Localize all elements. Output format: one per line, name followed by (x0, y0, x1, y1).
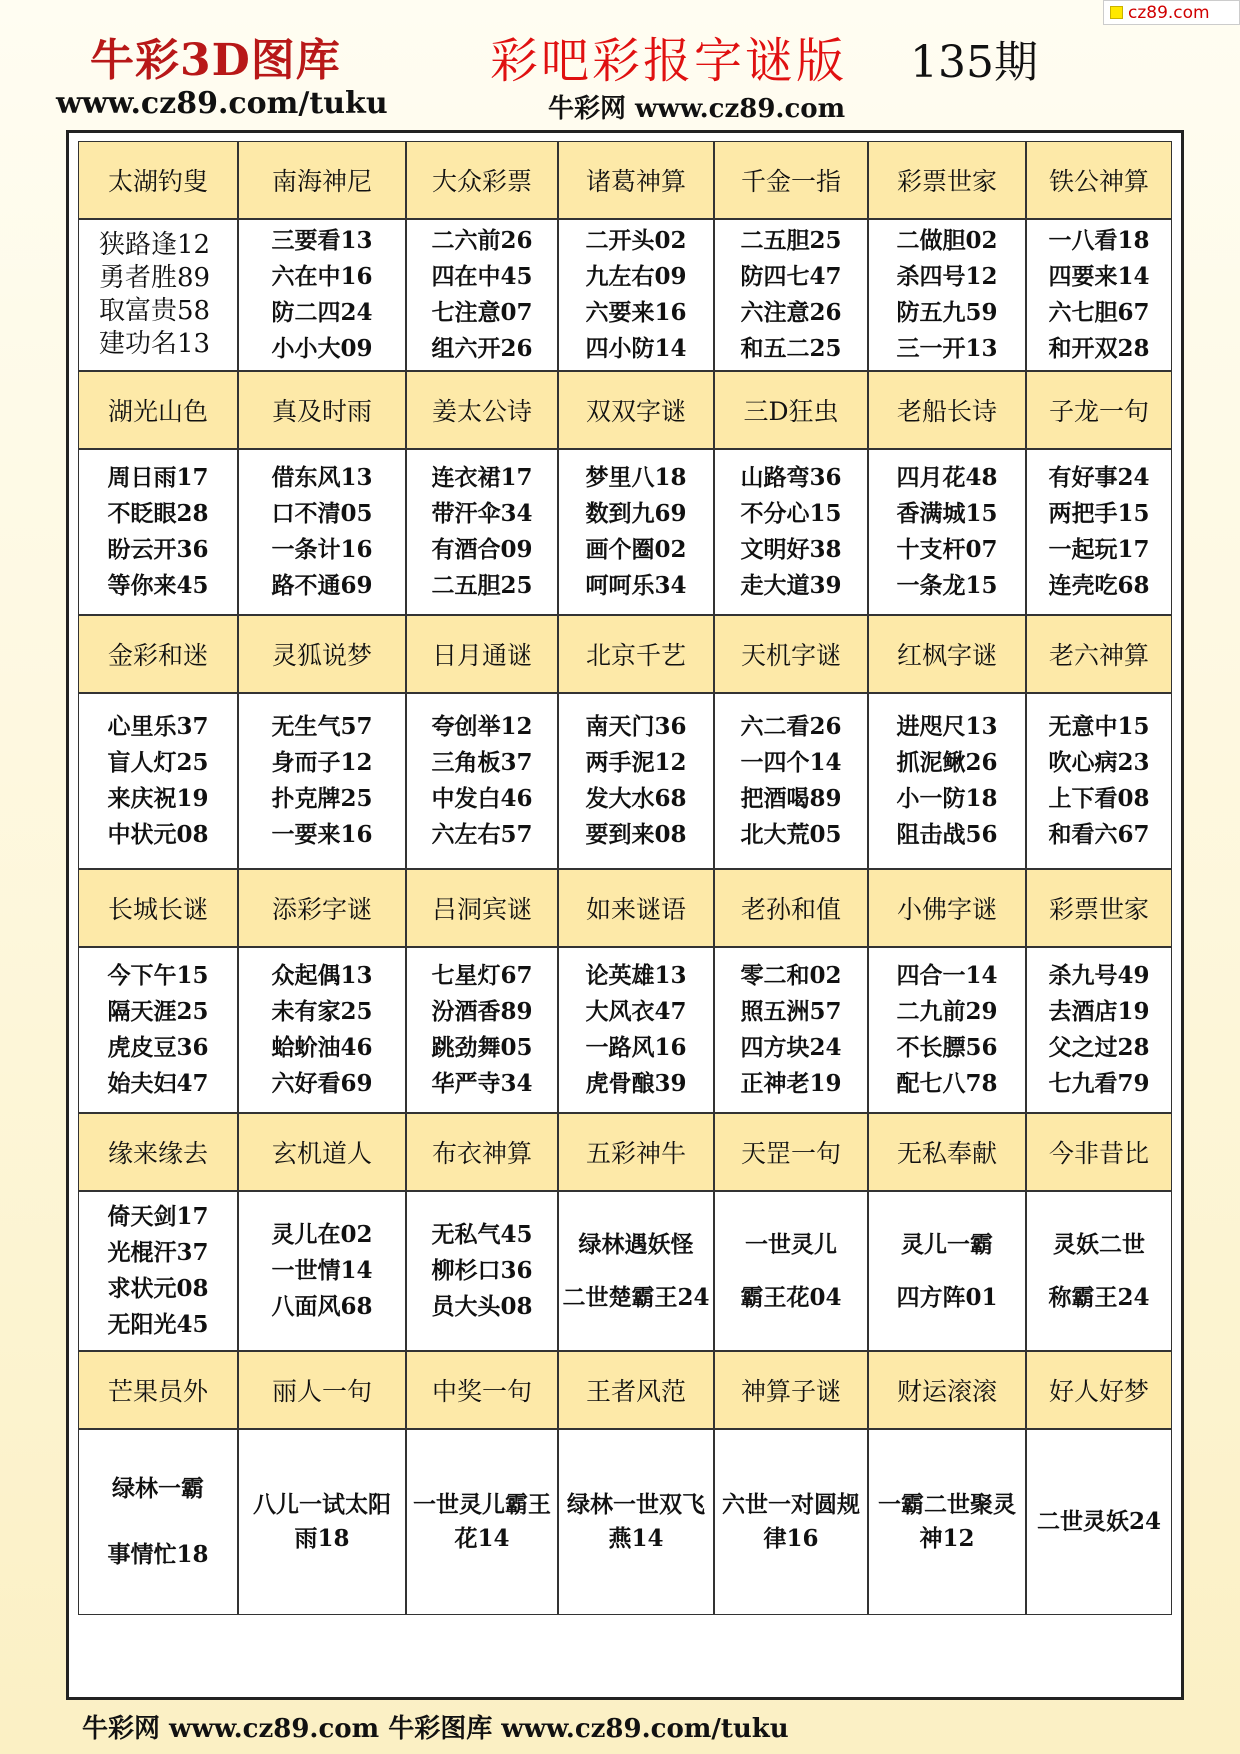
clue-line: 不长膘56 (896, 1034, 998, 1061)
column-header: 彩票世家 (868, 141, 1026, 219)
badge-square-icon (1110, 6, 1123, 19)
clue-line: 四方块24 (740, 1034, 842, 1061)
clue-line: 二世灵妖24 (1036, 1508, 1161, 1535)
clue-line: 虎皮豆36 (107, 1034, 209, 1061)
clue-line: 中发白46 (431, 785, 533, 812)
column-header: 老孙和值 (714, 869, 868, 947)
column-header: 无私奉献 (868, 1113, 1026, 1191)
column-header: 真及时雨 (238, 371, 406, 449)
clue-cell (238, 219, 406, 371)
clue-line: 一起玩17 (1048, 536, 1150, 563)
clue-line: 杀九号49 (1048, 962, 1150, 989)
column-header: 北京千艺 (558, 615, 714, 693)
clue-line: 数到九69 (585, 500, 687, 527)
clue-line: 员大头08 (431, 1293, 533, 1320)
clue-line: 扑克牌25 (271, 785, 373, 812)
clue-line: 香满城15 (896, 500, 998, 527)
clue-line: 呵呵乐34 (585, 572, 687, 599)
clue-line: 一八看18 (1048, 227, 1150, 254)
footer-links[interactable]: 牛彩网 www.cz89.com 牛彩图库 www.cz89.com/tuku (82, 1714, 789, 1744)
clue-line: 绿林一世双飞燕14 (567, 1491, 705, 1552)
clue-cell (558, 693, 714, 869)
clue-cell (558, 219, 714, 371)
clue-line: 小小大09 (271, 335, 373, 362)
brand-title: 牛彩3D图库 (90, 35, 341, 86)
clue-line: 未有家25 (271, 998, 373, 1025)
clue-line: 要到来08 (585, 821, 687, 848)
clue-line: 建功名13 (99, 329, 211, 359)
clue-line: 光棍汗37 (107, 1239, 209, 1266)
clue-line: 和五二25 (740, 335, 842, 362)
clue-line: 四在中45 (431, 263, 533, 290)
clue-line: 梦里八18 (585, 464, 687, 491)
clue-line: 把酒喝89 (740, 785, 842, 812)
clue-line: 四月花48 (896, 464, 998, 491)
clue-line: 吹心病23 (1048, 749, 1150, 776)
column-header: 灵狐说梦 (238, 615, 406, 693)
clue-line: 柳杉口36 (431, 1257, 533, 1284)
clue-line: 六好看69 (271, 1070, 373, 1097)
clue-line: 无阳光45 (107, 1311, 209, 1338)
column-header: 添彩字谜 (238, 869, 406, 947)
clue-cell (1026, 947, 1172, 1113)
clue-line: 一条计16 (271, 536, 373, 563)
clue-line: 身而子12 (271, 749, 373, 776)
puzzle-table-frame (66, 130, 1184, 1700)
clue-line: 带汗伞34 (431, 500, 533, 527)
clue-line: 狭路逢12 (99, 230, 211, 260)
clue-line: 连衣裙17 (431, 464, 533, 491)
clue-line: 防四七47 (740, 263, 842, 290)
column-header: 缘来缘去 (78, 1113, 238, 1191)
clue-line: 进咫尺13 (896, 713, 998, 740)
clue-line: 组六开26 (431, 335, 533, 362)
clue-line: 和开双28 (1048, 335, 1150, 362)
column-header: 姜太公诗 (406, 371, 558, 449)
clue-line: 夸创举12 (431, 713, 533, 740)
clue-cell (406, 1191, 558, 1351)
column-header: 今非昔比 (1026, 1113, 1172, 1191)
clue-cell (78, 693, 238, 869)
clue-line: 杀四号12 (896, 263, 998, 290)
clue-cell (78, 449, 238, 615)
clue-cell (558, 1429, 714, 1615)
clue-line: 一世灵儿霸王花14 (413, 1491, 551, 1552)
clue-row (78, 693, 1172, 869)
clue-cell (78, 1191, 238, 1351)
clue-cell (714, 947, 868, 1113)
clue-line: 一条龙15 (896, 572, 998, 599)
clue-line: 有好事24 (1048, 464, 1150, 491)
clue-line: 六注意26 (740, 299, 842, 326)
clue-line: 零二和02 (740, 962, 842, 989)
clue-line: 二五胆25 (740, 227, 842, 254)
header-row (78, 869, 1172, 947)
clue-line: 阻击战56 (896, 821, 998, 848)
clue-cell (868, 1191, 1026, 1351)
column-header: 南海神尼 (238, 141, 406, 219)
clue-line: 蛤蚧油46 (271, 1034, 373, 1061)
clue-line: 倚天剑17 (107, 1203, 209, 1230)
clue-line: 三要看13 (271, 227, 373, 254)
clue-cell (868, 219, 1026, 371)
column-header: 湖光山色 (78, 371, 238, 449)
clue-line: 六要来16 (585, 299, 687, 326)
clue-line: 小一防18 (896, 785, 998, 812)
clue-line: 求状元08 (107, 1275, 209, 1302)
clue-line: 灵儿一霸 (901, 1230, 993, 1258)
clue-line: 画个圈02 (585, 536, 687, 563)
column-header: 铁公神算 (1026, 141, 1172, 219)
clue-line: 等你来45 (107, 572, 209, 599)
clue-cell (868, 947, 1026, 1113)
clue-cell (714, 1191, 868, 1351)
clue-line: 无私气45 (431, 1221, 533, 1248)
clue-line: 四合一14 (896, 962, 998, 989)
clue-line: 灵儿在02 (271, 1221, 373, 1248)
clue-line: 一世情14 (271, 1257, 373, 1284)
clue-line: 众起偶13 (271, 962, 373, 989)
clue-row (78, 449, 1172, 615)
clue-line: 八面风68 (271, 1293, 373, 1320)
clue-line: 今下午15 (107, 962, 209, 989)
clue-line: 六七胆67 (1048, 299, 1150, 326)
clue-line: 二五胆25 (431, 572, 533, 599)
clue-cell (868, 1429, 1026, 1615)
clue-line: 防五九59 (896, 299, 998, 326)
clue-line: 去酒店19 (1048, 998, 1150, 1025)
clue-line: 始夫妇47 (107, 1070, 209, 1097)
clue-cell (1026, 693, 1172, 869)
clue-cell (1026, 1429, 1172, 1615)
header-row (78, 1351, 1172, 1429)
clue-cell (558, 947, 714, 1113)
clue-line: 取富贵58 (99, 296, 211, 326)
clue-line: 路不通69 (271, 572, 373, 599)
clue-line: 抓泥鳅26 (896, 749, 998, 776)
clue-line: 二做胆02 (896, 227, 998, 254)
column-header: 财运滚滚 (868, 1351, 1026, 1429)
clue-line: 不分心15 (740, 500, 842, 527)
header-row (78, 1113, 1172, 1191)
column-header: 子龙一句 (1026, 371, 1172, 449)
column-header: 彩票世家 (1026, 869, 1172, 947)
clue-line: 无生气57 (271, 713, 373, 740)
clue-line: 二开头02 (585, 227, 687, 254)
clue-line: 二世楚霸王24 (562, 1283, 710, 1311)
clue-row (78, 947, 1172, 1113)
clue-line: 一路风16 (585, 1034, 687, 1061)
column-header: 长城长谜 (78, 869, 238, 947)
column-header: 小佛字谜 (868, 869, 1026, 947)
clue-cell (868, 693, 1026, 869)
column-header: 日月通谜 (406, 615, 558, 693)
clue-cell (714, 219, 868, 371)
clue-line: 四方阵01 (896, 1283, 998, 1311)
clue-line: 中状元08 (107, 821, 209, 848)
brand-url[interactable]: www.cz89.com/tuku (56, 86, 388, 121)
column-header: 好人好梦 (1026, 1351, 1172, 1429)
clue-cell (238, 449, 406, 615)
page-title: 彩吧彩报字谜版 (490, 33, 848, 89)
clue-line: 两手泥12 (585, 749, 687, 776)
clue-line: 六世一对圆规律16 (722, 1491, 860, 1552)
clue-line: 七九看79 (1048, 1070, 1150, 1097)
clue-line: 十支杆07 (896, 536, 998, 563)
clue-cell (558, 449, 714, 615)
clue-line: 不眨眼28 (107, 500, 209, 527)
clue-row (78, 1191, 1172, 1351)
column-header: 天机字谜 (714, 615, 868, 693)
column-header: 红枫字谜 (868, 615, 1026, 693)
clue-line: 借东风13 (271, 464, 373, 491)
clue-line: 一世灵儿 (745, 1230, 837, 1258)
clue-line: 六二看26 (740, 713, 842, 740)
column-header: 中奖一句 (406, 1351, 558, 1429)
clue-cell (238, 1429, 406, 1615)
clue-cell (238, 693, 406, 869)
clue-row (78, 219, 1172, 371)
clue-line: 北大荒05 (740, 821, 842, 848)
column-header: 金彩和迷 (78, 615, 238, 693)
column-header: 三D狂虫 (714, 371, 868, 449)
clue-line: 一霸二世聚灵神12 (878, 1491, 1016, 1552)
clue-cell (714, 449, 868, 615)
clue-cell (868, 449, 1026, 615)
column-header: 吕洞宾谜 (406, 869, 558, 947)
clue-line: 绿林遇妖怪 (578, 1230, 694, 1258)
clue-line: 跳劲舞05 (431, 1034, 533, 1061)
clue-cell (238, 947, 406, 1113)
clue-line: 华严寺34 (431, 1070, 533, 1097)
column-header: 天罡一句 (714, 1113, 868, 1191)
clue-cell (714, 693, 868, 869)
clue-line: 六左右57 (431, 821, 533, 848)
clue-cell (406, 693, 558, 869)
clue-line: 防二四24 (271, 299, 373, 326)
clue-cell (78, 219, 238, 371)
column-header: 如来谜语 (558, 869, 714, 947)
clue-line: 二九前29 (896, 998, 998, 1025)
clue-line: 盼云开36 (107, 536, 209, 563)
clue-cell (406, 449, 558, 615)
site-url[interactable]: 牛彩网 www.cz89.com (548, 94, 846, 124)
clue-cell (406, 1429, 558, 1615)
clue-line: 周日雨17 (107, 464, 209, 491)
column-header: 千金一指 (714, 141, 868, 219)
clue-cell (406, 219, 558, 371)
clue-line: 父之过28 (1048, 1034, 1150, 1061)
clue-line: 两把手15 (1048, 500, 1150, 527)
clue-line: 四要来14 (1048, 263, 1150, 290)
clue-line: 汾酒香89 (431, 998, 533, 1025)
column-header: 诸葛神算 (558, 141, 714, 219)
clue-line: 文明好38 (740, 536, 842, 563)
column-header: 太湖钓叟 (78, 141, 238, 219)
clue-line: 七星灯67 (431, 962, 533, 989)
column-header: 神算子谜 (714, 1351, 868, 1429)
clue-line: 论英雄13 (585, 962, 687, 989)
clue-line: 正神老19 (740, 1070, 842, 1097)
clue-cell (78, 1429, 238, 1615)
clue-line: 来庆祝19 (107, 785, 209, 812)
clue-line: 四小防14 (585, 335, 687, 362)
column-header: 五彩神牛 (558, 1113, 714, 1191)
column-header: 布衣神算 (406, 1113, 558, 1191)
site-badge[interactable] (1103, 0, 1240, 25)
badge-text: cz89.com (1128, 2, 1210, 23)
column-header: 老船长诗 (868, 371, 1026, 449)
clue-cell (558, 1191, 714, 1351)
column-header: 大众彩票 (406, 141, 558, 219)
clue-cell (1026, 219, 1172, 371)
clue-line: 隔天涯25 (107, 998, 209, 1025)
clue-line: 大风衣47 (585, 998, 687, 1025)
clue-line: 九左右09 (585, 263, 687, 290)
clue-line: 无意中15 (1048, 713, 1150, 740)
clue-line: 一四个14 (740, 749, 842, 776)
clue-line: 有酒合09 (431, 536, 533, 563)
header-row (78, 371, 1172, 449)
clue-cell (1026, 449, 1172, 615)
clue-line: 南天门36 (585, 713, 687, 740)
column-header: 双双字谜 (558, 371, 714, 449)
clue-cell (406, 947, 558, 1113)
clue-cell (78, 947, 238, 1113)
clue-line: 和看六67 (1048, 821, 1150, 848)
clue-line: 发大水68 (585, 785, 687, 812)
column-header: 丽人一句 (238, 1351, 406, 1429)
column-header: 玄机道人 (238, 1113, 406, 1191)
clue-row (78, 1429, 1172, 1615)
clue-line: 山路弯36 (740, 464, 842, 491)
column-header: 芒果员外 (78, 1351, 238, 1429)
clue-cell (714, 1429, 868, 1615)
clue-line: 绿林一霸 (112, 1475, 204, 1502)
clue-line: 七注意07 (431, 299, 533, 326)
column-header: 王者风范 (558, 1351, 714, 1429)
clue-line: 三一开13 (896, 335, 998, 362)
clue-line: 口不清05 (271, 500, 373, 527)
clue-line: 盲人灯25 (107, 749, 209, 776)
clue-line: 灵妖二世 (1053, 1230, 1145, 1258)
clue-line: 三角板37 (431, 749, 533, 776)
clue-line: 上下看08 (1048, 785, 1150, 812)
clue-line: 一要来16 (271, 821, 373, 848)
clue-line: 虎骨酿39 (585, 1070, 687, 1097)
clue-line: 称霸王24 (1048, 1283, 1150, 1311)
header-row (78, 615, 1172, 693)
column-header: 老六神算 (1026, 615, 1172, 693)
clue-line: 事情忙18 (107, 1541, 209, 1568)
clue-line: 八儿一试太阳雨18 (253, 1491, 391, 1552)
clue-line: 霸王花04 (740, 1283, 842, 1311)
clue-line: 勇者胜89 (99, 263, 211, 293)
clue-line: 心里乐37 (107, 713, 209, 740)
puzzle-grid (78, 141, 1172, 1615)
clue-line: 走大道39 (740, 572, 842, 599)
clue-line: 二六前26 (431, 227, 533, 254)
clue-cell (238, 1191, 406, 1351)
clue-line: 配七八78 (896, 1070, 998, 1097)
header-row (78, 141, 1172, 219)
issue-number: 135期 (910, 37, 1038, 88)
clue-cell (1026, 1191, 1172, 1351)
clue-line: 连壳吃68 (1048, 572, 1150, 599)
clue-line: 照五洲57 (740, 998, 842, 1025)
clue-line: 六在中16 (271, 263, 373, 290)
